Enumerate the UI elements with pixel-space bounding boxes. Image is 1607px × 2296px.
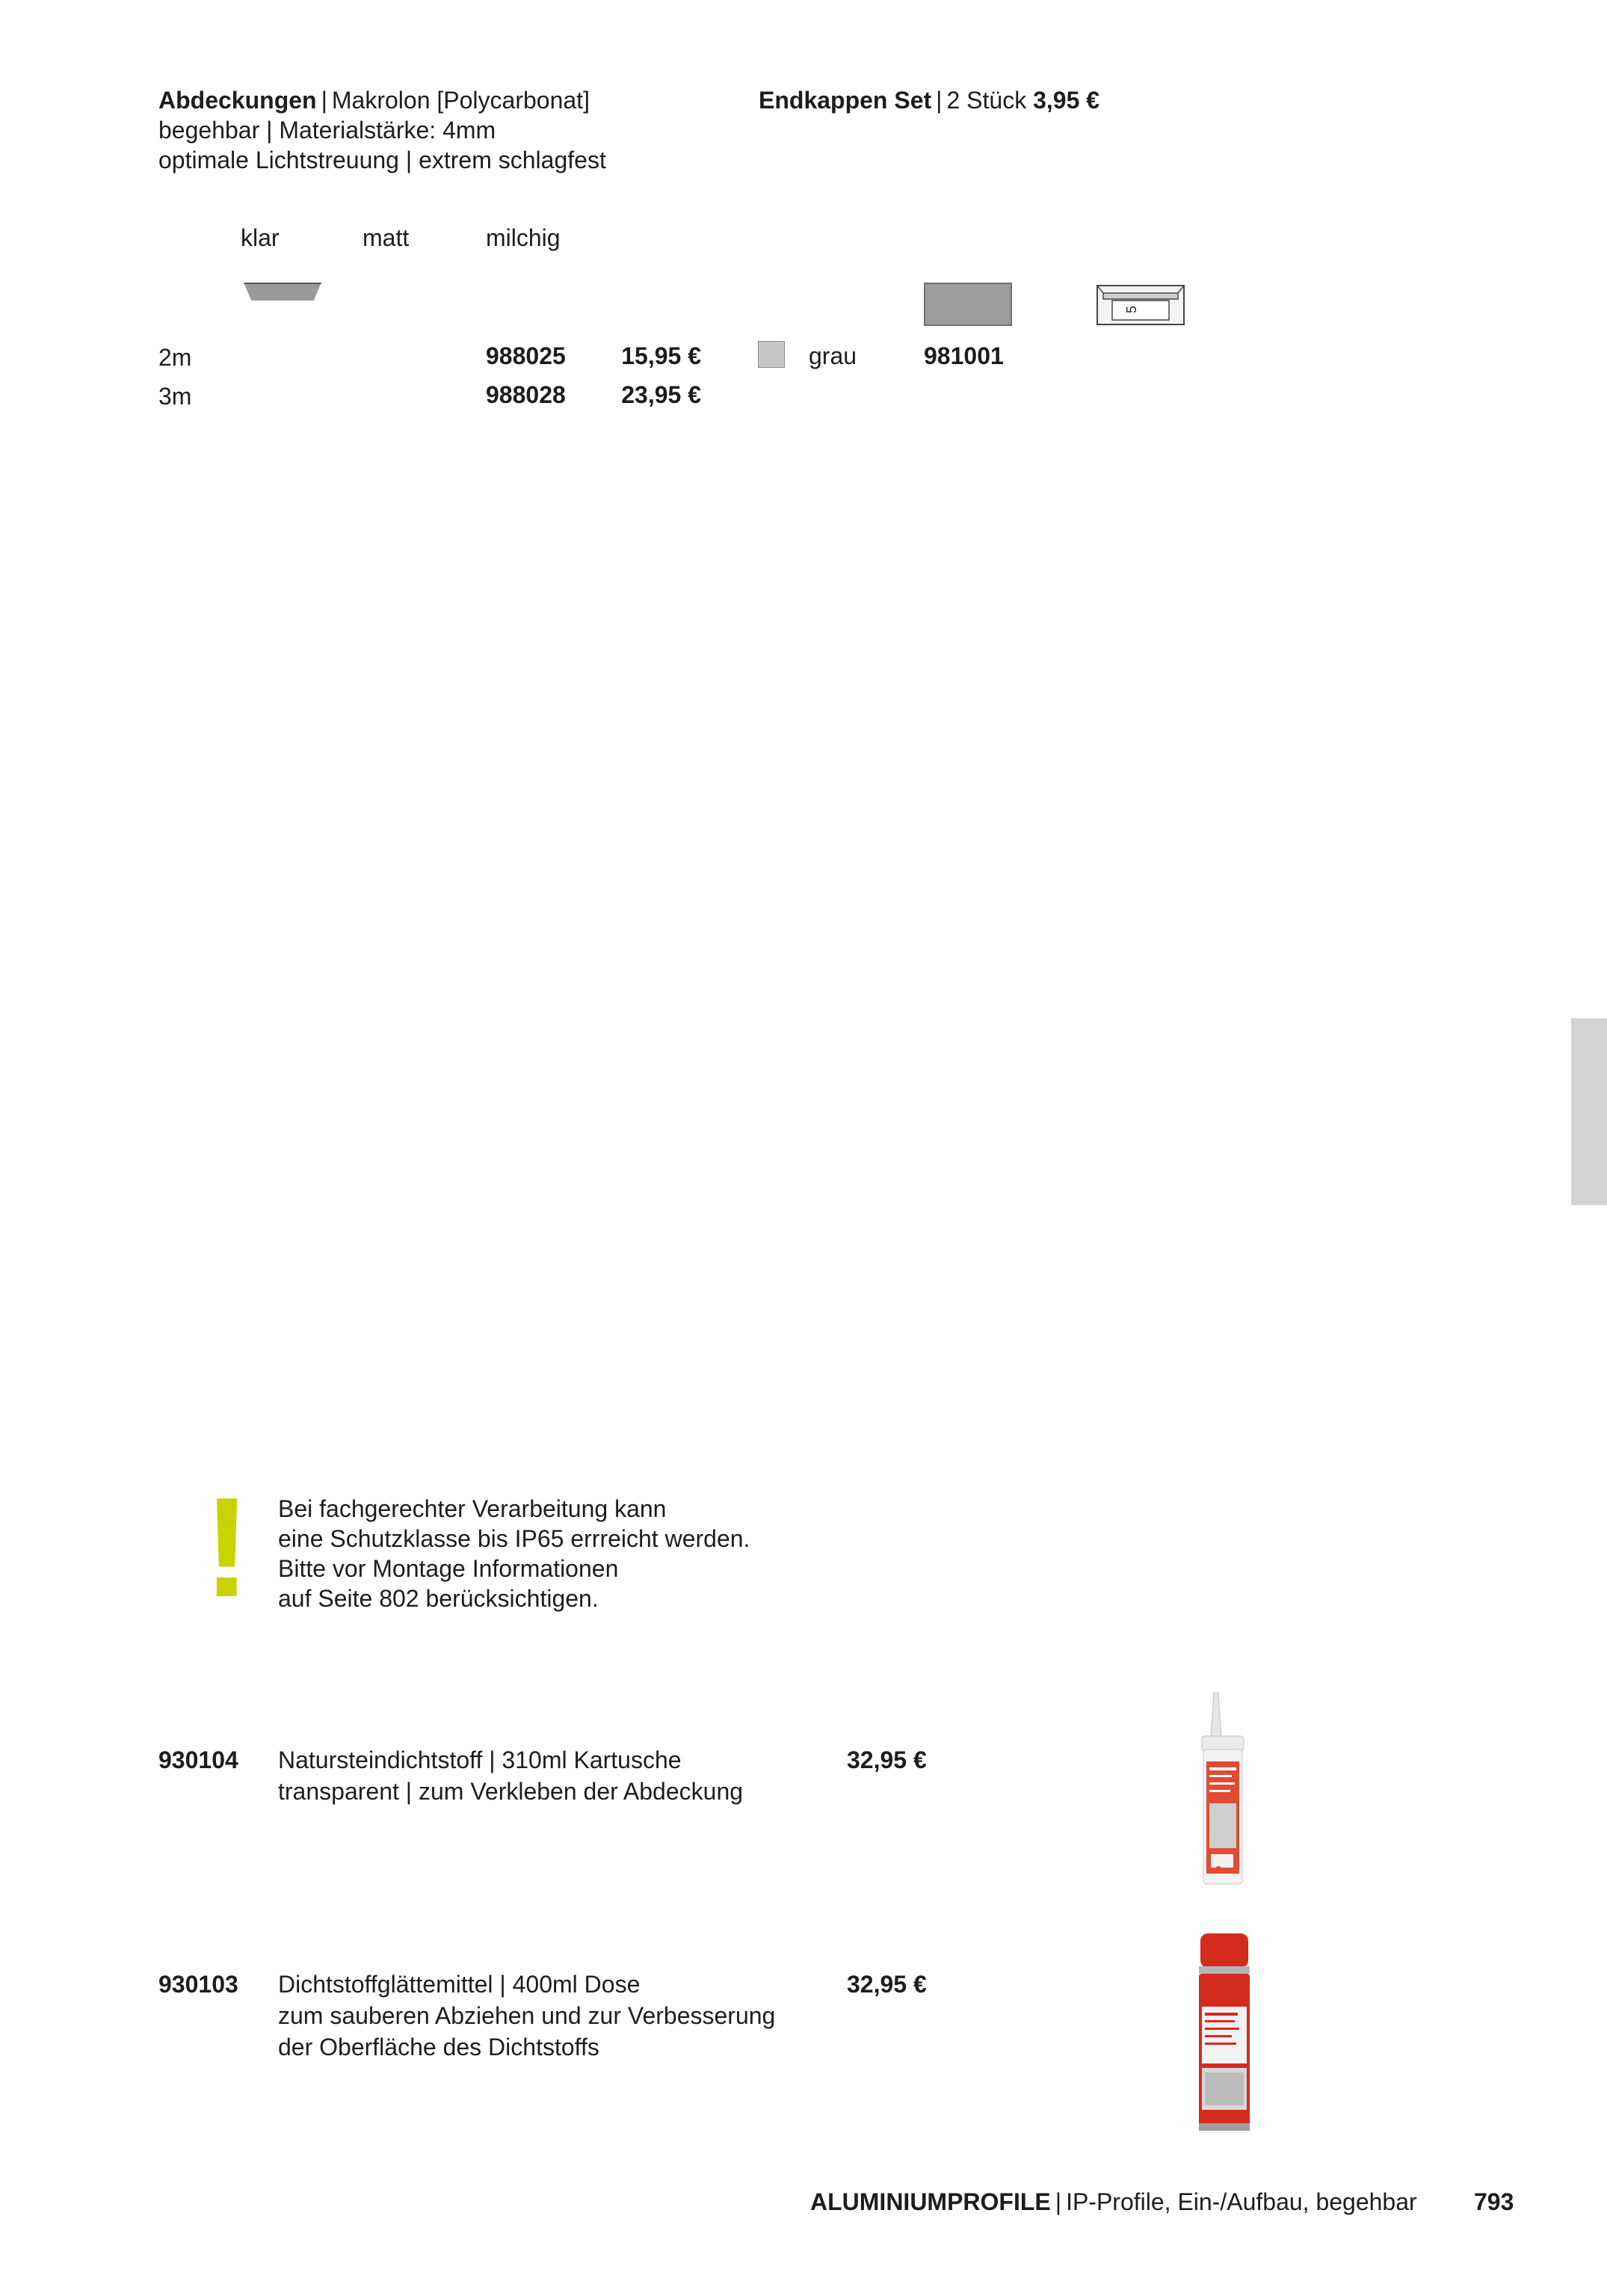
cover-profile-drawing — [244, 283, 321, 301]
product-desc-line: zum sauberen Abziehen und zur Verbesserung — [278, 2002, 776, 2029]
color-swatch-grau — [758, 341, 785, 368]
spray-can-image — [1194, 1932, 1254, 2135]
product-desc-line: der Oberfläche des Dichtstoffs — [278, 2034, 599, 2060]
notice-line: Bei fachgerechter Verarbeitung kann — [278, 1495, 667, 1522]
footer-subtitle: IP-Profile, Ein-/Aufbau, begehbar — [1066, 2188, 1417, 2215]
warning-exclamation-icon: ! — [203, 1468, 251, 1627]
page-footer: ALUMINIUMPROFILE | IP-Profile, Ein-/Aufbau, begehbar — [810, 2188, 1417, 2215]
sealant-cartridge-image — [1188, 1691, 1257, 1889]
endcaps-quantity: 2 Stück — [946, 87, 1027, 114]
product-desc-line: Natursteindichtstoff | 310ml Kartusche — [278, 1746, 682, 1773]
cover-row-length: 3m — [158, 383, 192, 410]
cover-title: Abdeckungen — [158, 87, 317, 114]
notice-line: eine Schutzklasse bis IP65 errreicht werden. — [278, 1525, 750, 1552]
endcap-profile-drawing — [1096, 283, 1185, 327]
variant-label-klar: klar — [241, 224, 280, 251]
endcaps-heading: Endkappen Set | 2 Stück 3,95 € — [759, 87, 1100, 114]
endcaps-price: 3,95 € — [1033, 87, 1100, 114]
cover-material: Makrolon [Polycarbonat] — [331, 87, 590, 114]
endcaps-article: 981001 — [924, 342, 1004, 369]
product-article: 930103 — [158, 1971, 238, 1998]
cover-row-article: 988028 — [486, 381, 566, 408]
cover-row-article: 988025 — [486, 342, 566, 369]
cover-row-price: 15,95 € — [621, 342, 701, 369]
cover-spec-line: begehbar | Materialstärke: 4mm — [158, 117, 496, 144]
section-side-tab — [1571, 1018, 1607, 1205]
cover-feature-line: optimale Lichtstreuung | extrem schlagfest — [158, 147, 606, 173]
notice-line: Bitte vor Montage Informationen — [278, 1555, 619, 1582]
product-article: 930104 — [158, 1746, 238, 1773]
product-price: 32,95 € — [847, 1971, 927, 1998]
cover-row-price: 23,95 € — [621, 381, 701, 408]
product-desc-line: Dichtstoffglättemittel | 400ml Dose — [278, 1971, 641, 1998]
footer-section: ALUMINIUMPROFILE — [810, 2188, 1051, 2215]
endcaps-color: grau — [809, 342, 857, 369]
product-desc-line: transparent | zum Verkleben der Abdeckung — [278, 1778, 744, 1805]
product-price: 32,95 € — [847, 1746, 927, 1773]
endcap-photo — [924, 283, 1012, 326]
cover-heading: Abdeckungen | Makrolon [Polycarbonat] — [158, 87, 590, 114]
page-number: 793 — [1474, 2188, 1514, 2215]
endcaps-title: Endkappen Set — [759, 87, 932, 114]
endcap-profile-dimension: 5 — [1124, 305, 1139, 314]
variant-label-milchig: milchig — [486, 224, 561, 251]
cover-row-length: 2m — [158, 344, 192, 371]
variant-label-matt: matt — [363, 224, 410, 251]
notice-line: auf Seite 802 berücksichtigen. — [278, 1585, 599, 1612]
